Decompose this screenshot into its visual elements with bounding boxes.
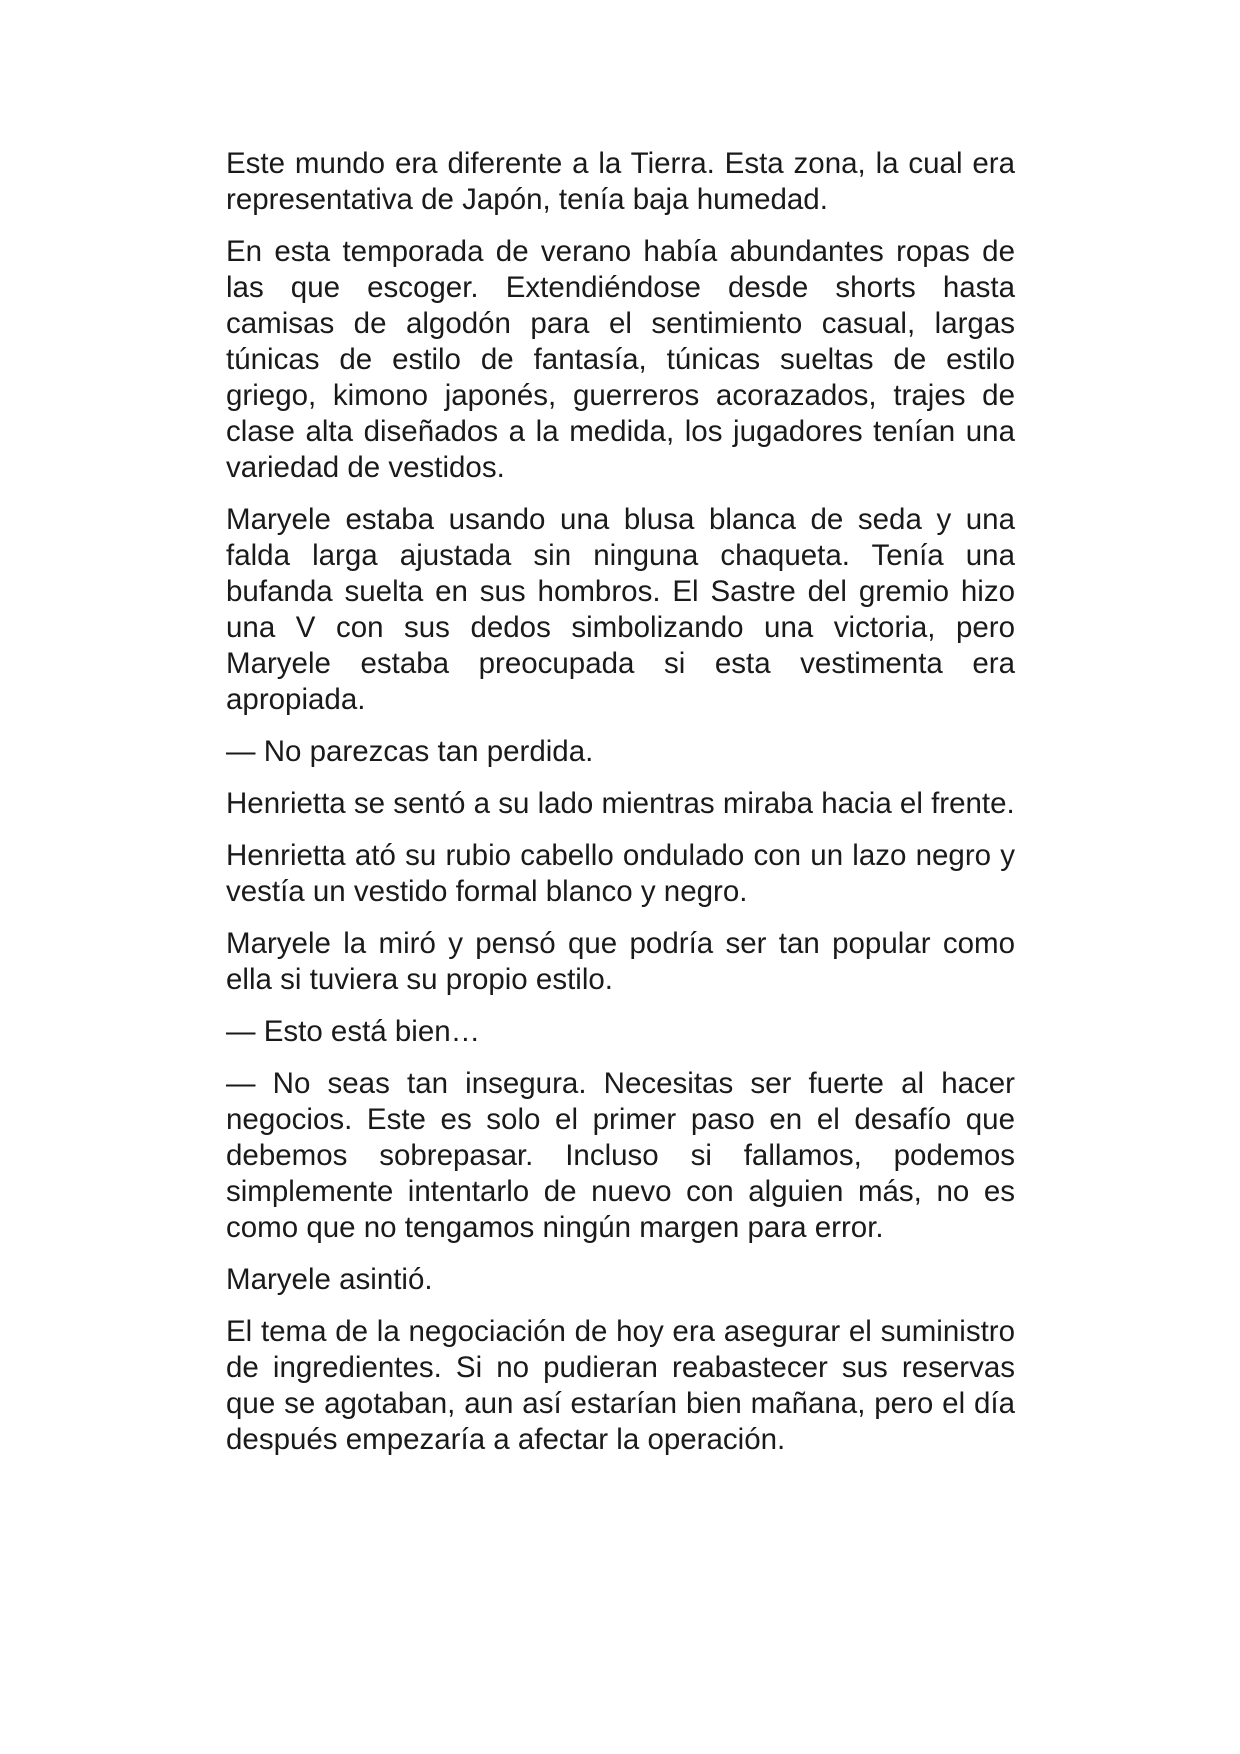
paragraph: Henrietta se sentó a su lado mientras miraba hacia el frente.: [226, 787, 1015, 820]
dialogue-line: — Esto está bien…: [226, 1015, 481, 1048]
paragraph: Maryele la miró y pensó que podría ser tan popular como ella si tuviera su propio estilo.: [226, 927, 1015, 996]
paragraph: Maryele asintió.: [226, 1263, 433, 1296]
paragraph: Maryele estaba usando una blusa blanca de seda y una falda larga ajustada sin ninguna chaqueta. Tenía una bufanda suelta en sus hombros. El Sastre del gremio hizo una V con sus dedos simbolizando una victoria, pero Maryele estaba preocupada si esta vestimenta era apropiada.: [226, 503, 1015, 716]
dialogue-line: — No parezcas tan perdida.: [226, 735, 594, 768]
paragraph: En esta temporada de verano había abundantes ropas de las que escoger. Extendiéndose desde shorts hasta camisas de algodón para el sentimiento casual, largas túnicas de estilo de fantasía, túnicas sueltas de estilo griego, kimono japonés, guerreros acorazados, trajes de clase alta diseñados a la medida, los jugadores tenían una variedad de vestidos.: [226, 235, 1015, 484]
paragraph: El tema de la negociación de hoy era asegurar el suministro de ingredientes. Si no pudieran reabastecer sus reservas que se agotaban, aun así estarían bien mañana, pero el día después empezaría a afectar la operación.: [226, 1315, 1015, 1456]
paragraph: Este mundo era diferente a la Tierra. Esta zona, la cual era representativa de Japón, tenía baja humedad.: [226, 147, 1015, 216]
paragraph: Henrietta ató su rubio cabello ondulado con un lazo negro y vestía un vestido formal blanco y negro.: [226, 839, 1015, 908]
text-body: [226, 146, 1015, 1474]
dialogue-line: — No seas tan insegura. Necesitas ser fuerte al hacer negocios. Este es solo el primer paso en el desafío que debemos sobrepasar. Incluso si fallamos, podemos simplemente intentarlo de nuevo con alguien más, no es como que no tengamos ningún margen para error.: [226, 1067, 1015, 1244]
